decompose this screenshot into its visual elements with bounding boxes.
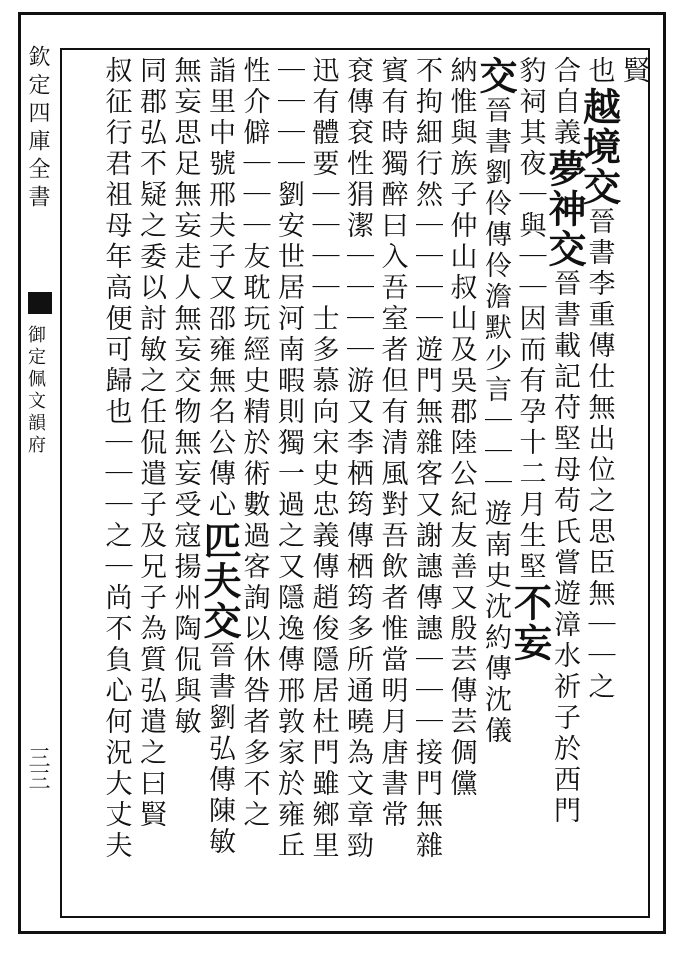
headword: 夢神交: [542, 149, 587, 269]
text-column: [542, 56, 587, 912]
text-column: [164, 56, 204, 912]
margin-column: [22, 15, 58, 931]
headword: 不妄: [507, 583, 553, 663]
text-column: [405, 56, 445, 912]
headword: 匹夫交: [197, 521, 242, 641]
headword: 交: [473, 56, 518, 96]
text-segment: 賓有時獨醉曰入吾室者但有清風對吾飲者惟當明月唐書常: [376, 56, 408, 831]
text-segment: 晉書劉弘傳陳敏: [204, 641, 235, 858]
text-column: [302, 56, 342, 912]
page-number: 三三: [25, 746, 50, 790]
text-segment: 晉書李重傳仕無出位之思臣無｜｜之: [583, 207, 615, 703]
text-column: [336, 56, 376, 912]
fishtail-mark: [28, 292, 52, 314]
text-column: [473, 56, 518, 912]
text-segment: 晉書載記苻堅母苟氏嘗遊漳水祈子於西門: [549, 269, 580, 827]
text-segment: 迅有體要｜｜｜｜士多慕向宋史忠義傳趙俊隱居杜門雖鄉里: [307, 56, 339, 862]
text-segment: 合: [549, 56, 580, 87]
text-column: [267, 56, 307, 912]
text-column: [197, 56, 242, 912]
text-segment: ｜｜｜｜劉安世居河南暇則獨一過之又隱逸傳邢敦家於雍丘: [273, 56, 304, 862]
text-segment: 豹祠其夜｜與｜｜因而有孕十二月生堅: [514, 56, 546, 583]
section-title: 御定佩文韻府: [25, 325, 46, 457]
text-segment: 詣里中號邢夫子又邵雍無名公傳心: [204, 56, 235, 521]
text-column: [440, 56, 480, 912]
text-segment: 納惟與族子仲山叔山及吳郡陸公紀友善又殷芸傳芸倜儻: [445, 56, 477, 800]
text-column: [507, 56, 553, 912]
book-title: 欽定四庫全書: [25, 45, 50, 213]
text-segment: 也: [583, 56, 615, 87]
text-segment: 無妄思足無妄走人無妄交物無妄受: [169, 56, 201, 521]
text-segment: 不拘細行然｜｜｜｜遊門無雜客又謝譓傳譓｜｜｜接門無雜: [411, 56, 442, 862]
headword: 越境交: [576, 87, 622, 207]
text-segment: 自義: [549, 87, 580, 149]
text-segment: 叔征行君祖母年高便可歸也｜｜｜之｜尚不負心何況大丈夫: [100, 56, 132, 862]
text-segment: 同郡弘不疑之委以討敏之任侃遣子及兄子為質弘遣之曰賢: [135, 56, 166, 831]
text-column: [95, 56, 135, 912]
text-segment: 晉書劉伶傳伶澹默少言｜｜｜遊南史沈約傳沈儀: [480, 96, 511, 747]
text-segment: 寇揚州陶侃與敏: [169, 521, 201, 738]
text-column: [371, 56, 411, 912]
text-column: [233, 56, 273, 912]
text-segment: 賢: [618, 56, 649, 87]
text-segment: 袞傳袞性狷潔｜｜｜｜游又李栖筠傳栖筠多所通曉為文章勁: [342, 56, 373, 862]
text-segment: 性介僻｜｜｜友耽玩經史精於術數過客詢以休咎者多不之: [238, 56, 270, 831]
text-column: [129, 56, 169, 912]
